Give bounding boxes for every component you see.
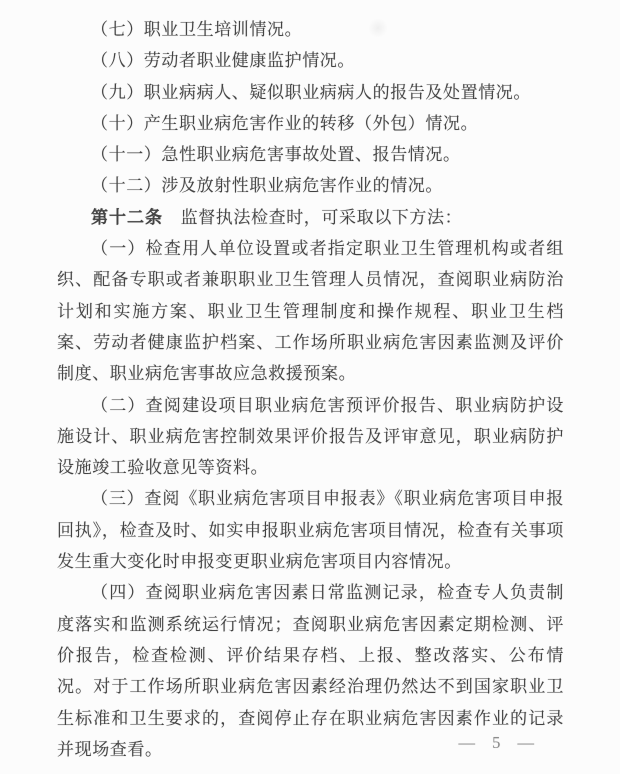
body-paragraph: （一）检查用人单位设置或者指定职业卫生管理机构或者组织、配备专职或者兼职职业卫生管理人员情况，查阅职业病防治计划和实施方案、职业卫生管理制度和操作规程、职业卫生档案、劳动者健康监护档案、工作场所职业病危害因素监测及评价制度、职业病危害事故应急救援预案。 [57,239,564,384]
page-number: — 5 — [458,733,536,752]
list-item-paragraph: （十）产生职业病危害作业的转移（外包）情况。 [91,113,479,133]
list-item-paragraph: （九）职业病病人、疑似职业病病人的报告及处置情况。 [91,82,531,102]
body-paragraph: （三）查阅《职业病危害项目申报表》《职业病危害项目申报回执》，检查及时、如实申报职业病危害项目情况，检查有关事项发生重大变化时申报变更职业病危害项目内容情况。 [57,489,564,572]
document-body [57,14,564,765]
list-item-paragraph: （十一）急性职业病危害事故处置、报告情况。 [91,145,461,165]
list-item-paragraph: （十二）涉及放射性职业病危害作业的情况。 [91,176,443,196]
list-item-paragraph: （七）职业卫生培训情况。 [91,20,303,39]
body-paragraph: （四）查阅职业病危害因素日常监测记录，检查专人负责制度落实和监测系统运行情况；查阅职业病危害因素定期检测、评价报告，检查检测、评价结果存档、上报、整改落实、公布情况。对于工作场所职业病危害因素经治理仍然达不到国家职业卫生标准和卫生要求的，查阅停止存在职业病危害因素作业的记录并现场查看。 [57,583,564,759]
article-paragraph: 第十二条 监督执法检查时，可采取以下方法： [91,207,463,227]
list-item-paragraph: （八）劳动者职业健康监护情况。 [91,51,355,71]
body-paragraph: （二）查阅建设项目职业病危害预评价报告、职业病防护设施设计、职业病危害控制效果评价报告及评审意见，职业病防护设施竣工验收意见等资料。 [57,395,564,478]
article-number-label: 第十二条 [91,207,163,227]
